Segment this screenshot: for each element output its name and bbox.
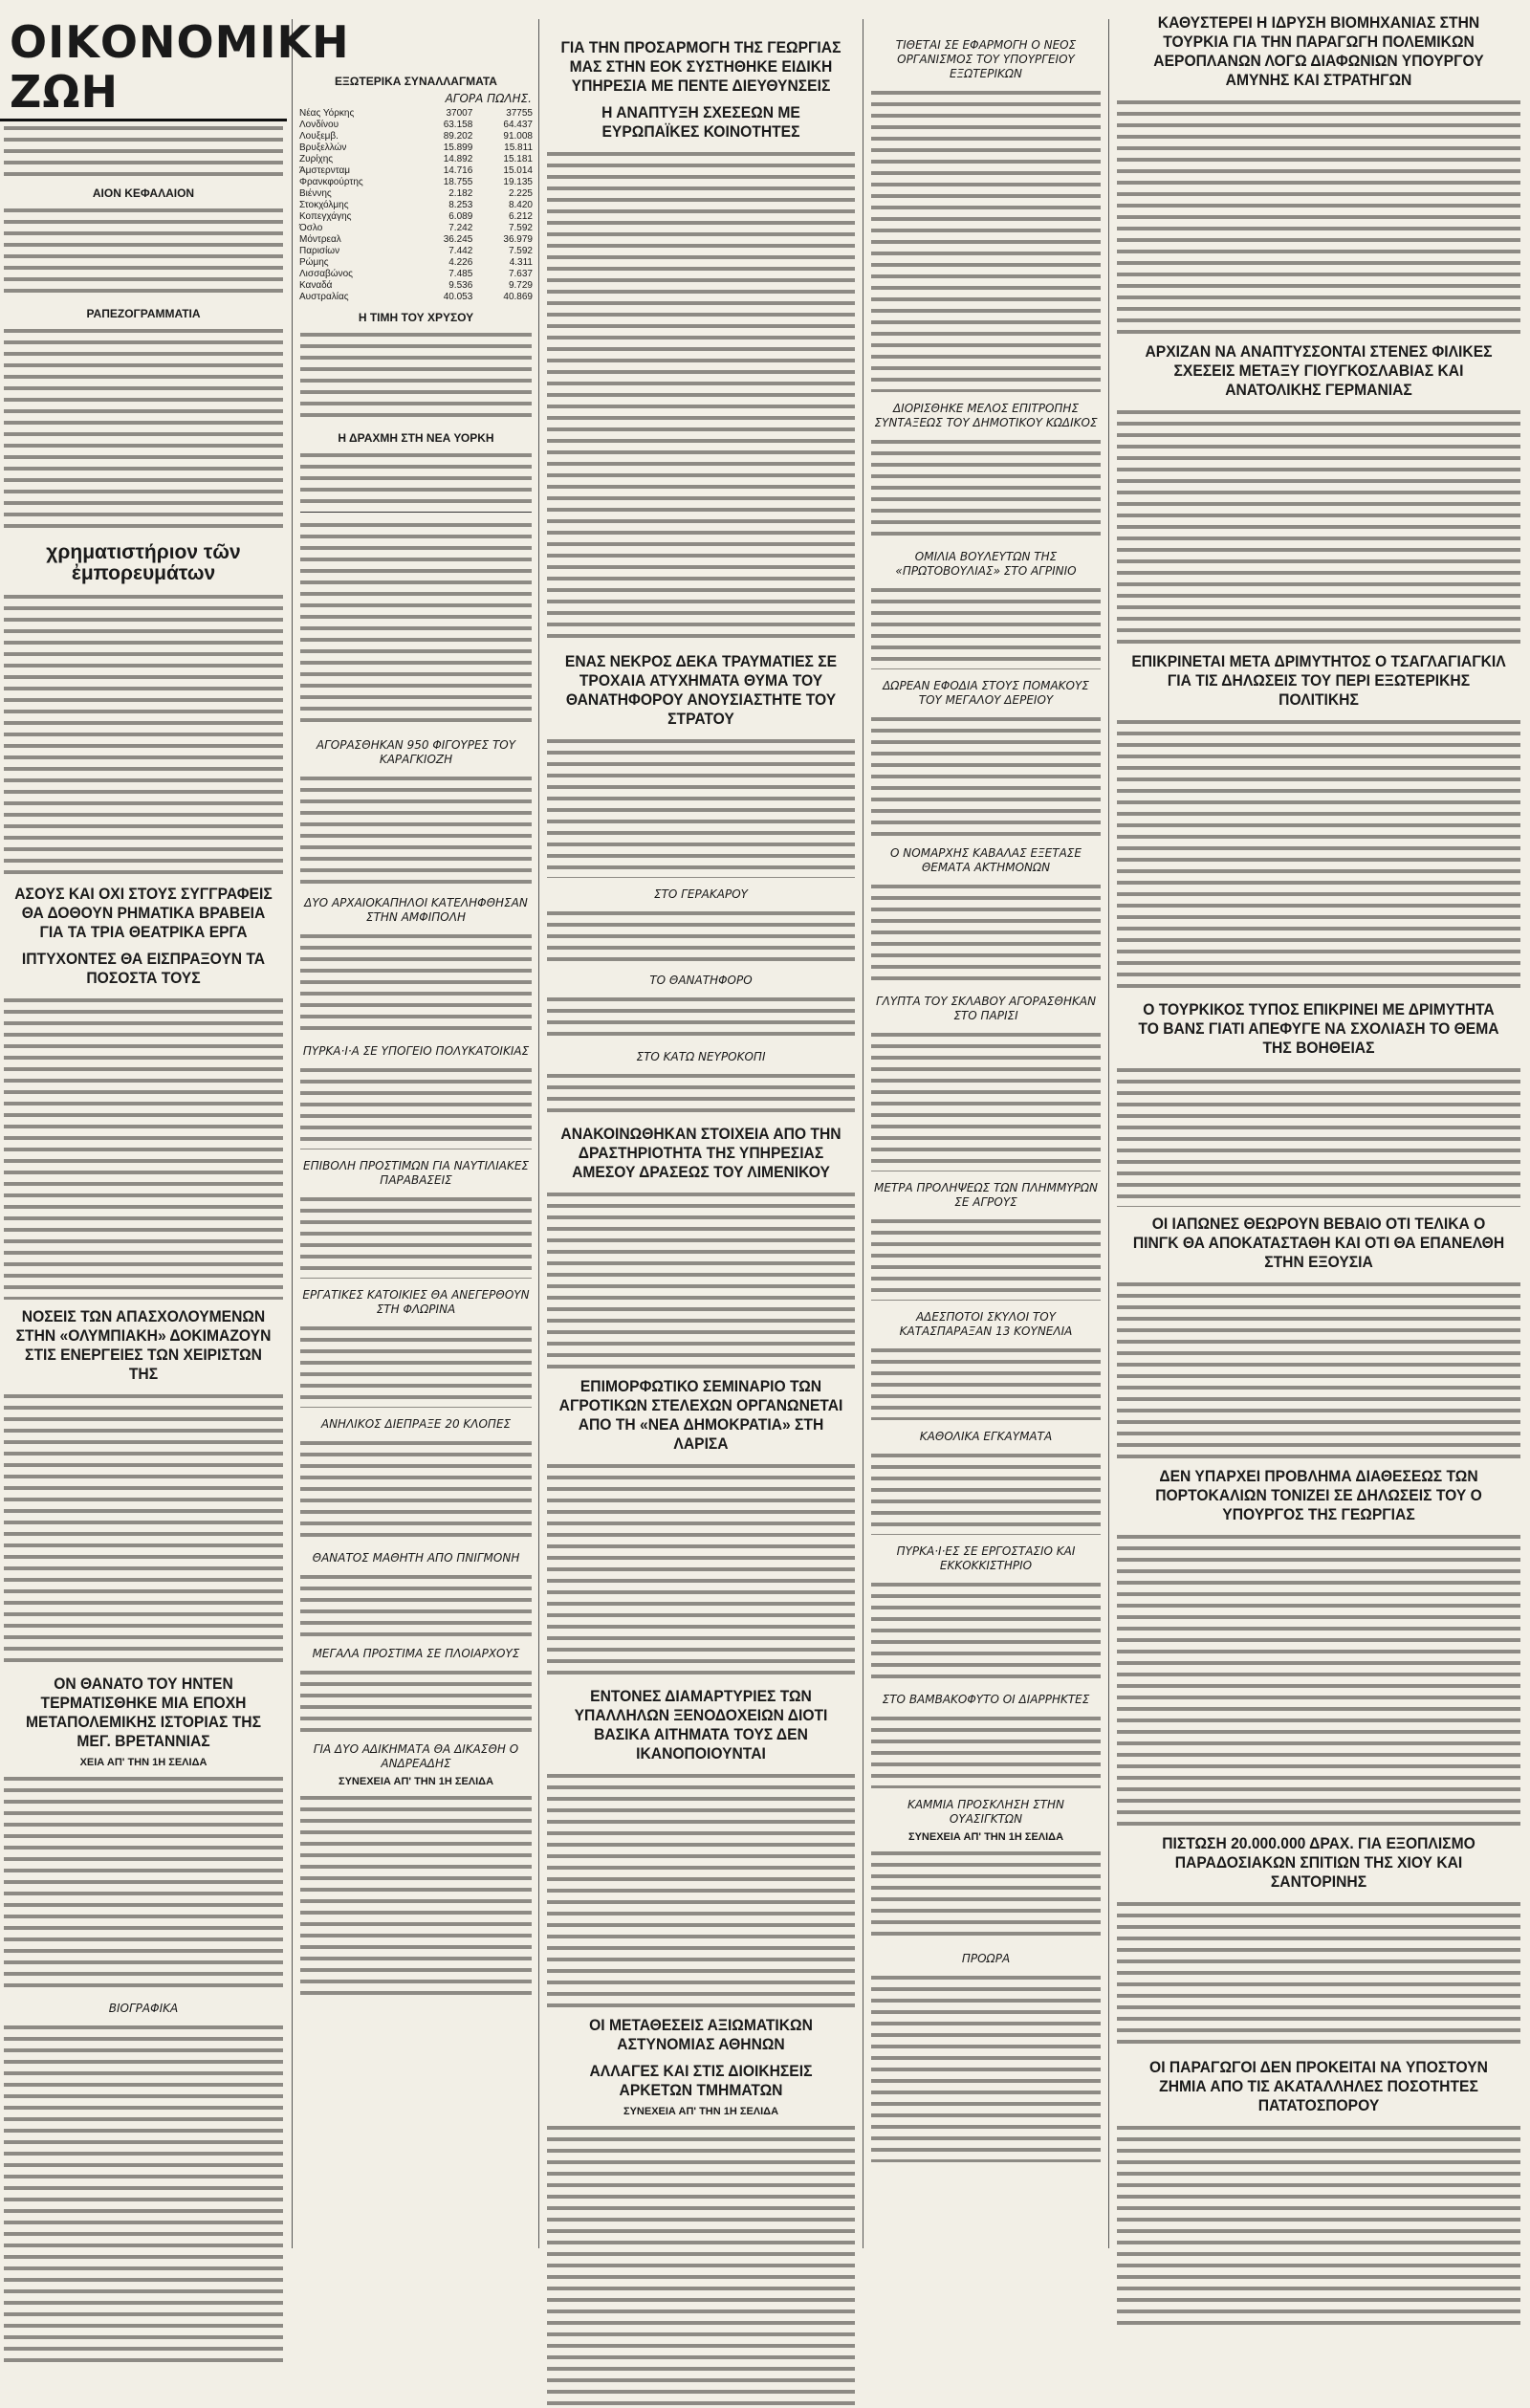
text-block <box>547 734 855 878</box>
text-block <box>1117 2121 1520 2331</box>
article-subheading: ΚΑΜΜΙΑ ΠΡΟΣΚΛΗΣΗ ΣΤΗΝ ΟΥΑΣΙΓΚΤΩΝ <box>907 1798 1065 1826</box>
fx-buy: 9.536 <box>448 280 473 291</box>
article-heading: ΔΕΝ ΥΠΑΡΧΕΙ ΠΡΟΒΛΗΜΑ ΔΙΑΘΕΣΕΩΣ ΤΩΝ ΠΟΡΤΟΚΑΛΙΩΝ ΤΟΝΙΖΕΙ ΣΕ ΔΗΛΩΣΕΙΣ ΤΟΥ Ο ΥΠΟΥΡΓΟΣ ΤΗΣ ΓΕΩΡΓΙΑΣ <box>1155 1467 1482 1523</box>
continued-label: ΣΥΝΕΧΕΙΑ ΑΠ' ΤΗΝ 1Η ΣΕΛΙΔΑ <box>338 1776 494 1787</box>
article-subheading: ΠΥΡΚΑ·Ι·Α ΣΕ ΥΠΟΓΕΙΟ ΠΟΛΥΚΑΤΟΙΚΙΑΣ <box>302 1044 530 1058</box>
article-heading: Η ΑΝΑΠΤΥΞΗ ΣΧΕΣΕΩΝ ΜΕ ΕΥΡΩΠΑΪΚΕΣ ΚΟΙΝΟΤΗΤΕΣ <box>601 103 800 141</box>
text-block <box>300 1436 532 1542</box>
article-heading: ΙΠΤΥΧΟΝΤΕΣ ΘΑ ΕΙΣΠΡΑΞΟΥΝ ΤΑ ΠΟΣΟΣΤΑ ΤΟΥΣ <box>21 950 266 987</box>
fx-name: Βιέννης <box>299 188 332 199</box>
text-block <box>1117 405 1520 645</box>
text-block <box>871 1847 1101 1942</box>
fx-sell: 15.181 <box>503 154 533 164</box>
section-heading: ΡΑΠΕΖΟΓΡΑΜΜΑΤΙΑ <box>86 307 201 320</box>
fx-sell: 4.311 <box>509 257 533 268</box>
fx-sell: 7.592 <box>508 223 533 233</box>
article-heading: ΚΑΘΥΣΤΕΡΕΙ Η ΙΔΡΥΣΗ ΒΙΟΜΗΧΑΝΙΑΣ ΣΤΗΝ ΤΟΥΡΚΙΑ ΓΙΑ ΤΗΝ ΠΑΡΑΓΩΓΗ ΠΟΛΕΜΙΚΩΝ ΑΕΡΟΠΛΑΝΩΝ ΛΟΓΩ ΔΙΑΦΩΝΙΩΝ ΥΠΟΥΡΓΟΥ ΑΜΥΝΗΣ ΚΑΙ ΣΤΡΑΤΗΓΩΝ <box>1153 13 1484 89</box>
text-block <box>300 1063 532 1149</box>
fx-sell: 9.729 <box>508 280 533 291</box>
text-block <box>4 204 283 299</box>
article-heading: ΕΠΙΜΟΡΦΩΤΙΚΟ ΣΕΜΙΝΑΡΙΟ ΤΩΝ ΑΓΡΟΤΙΚΩΝ ΣΤΕΛΕΧΩΝ ΟΡΓΑΝΩΝΕΤΑΙ ΑΠΟ ΤΗ «ΝΕΑ ΔΗΜΟΚΡΑΤΙΑ» ΣΤΗ ΛΑΡΙΣΑ <box>558 1377 843 1453</box>
article-subheading: ΘΑΝΑΤΟΣ ΜΑΘΗΤΗ ΑΠΟ ΠΝΙΓΜΟΝΗ <box>312 1551 520 1565</box>
article-subheading: ΒΙΟΓΡΑΦΙΚΑ <box>108 2002 179 2015</box>
fx-name: Καναδά <box>299 280 333 291</box>
fx-table <box>296 108 536 303</box>
article-subheading: ΜΕΓΑΛΑ ΠΡΟΣΤΙΜΑ ΣΕ ΠΛΟΙΑΡΧΟΥΣ <box>312 1647 520 1660</box>
fx-sell: 7.592 <box>508 246 533 256</box>
fx-row <box>296 200 536 211</box>
text-block <box>547 1069 855 1117</box>
text-block <box>300 449 532 506</box>
fx-row <box>296 234 536 246</box>
text-block <box>871 1971 1101 2162</box>
text-block <box>871 435 1101 540</box>
fx-name: Φρανκφούρτης <box>299 177 363 187</box>
text-block <box>300 1322 532 1408</box>
text-block <box>4 994 283 1300</box>
fx-buy: 40.053 <box>443 292 473 302</box>
fx-row <box>296 188 536 200</box>
gold-price-heading: Η ΤΙΜΗ ΤΟΥ ΧΡΥΣΟΥ <box>358 311 474 324</box>
article-subheading: ΔΩΡΕΑΝ ΕΦΟΔΙΑ ΣΤΟΥΣ ΠΟΜΑΚΟΥΣ ΤΟΥ ΜΕΓΑΛΟΥ ΔΕΡΕΙΟΥ <box>883 679 1089 707</box>
article-subheading: ΓΙΑ ΔΥΟ ΑΔΙΚΗΜΑΤΑ ΘΑ ΔΙΚΑΣΘΗ Ο ΑΝΔΡΕΑΔΗΣ <box>313 1742 519 1770</box>
continued-label: ΣΥΝΕΧΕΙΑ ΑΠ' ΤΗΝ 1Η ΣΕΛΙΔΑ <box>907 1831 1064 1843</box>
fx-name: Λουξεμβ. <box>299 131 339 142</box>
fx-name: Αυστραλίας <box>299 292 349 302</box>
text-block <box>547 147 855 645</box>
article-heading: ΑΡΧΙΖΑΝ ΝΑ ΑΝΑΠΤΥΣΣΟΝΤΑΙ ΣΤΕΝΕΣ ΦΙΛΙΚΕΣ ΣΧΕΣΕΙΣ ΜΕΤΑΞΥ ΓΙΟΥΓΚΟΣΛΑΒΙΑΣ ΚΑΙ ΑΝΑΤΟΛΙΚΗΣ ΓΕΡΜΑΝΙΑΣ <box>1145 342 1493 399</box>
fx-buy: 7.485 <box>448 269 473 279</box>
fx-sell: 36.979 <box>503 234 533 245</box>
fx-buy: 6.089 <box>448 211 473 222</box>
text-block <box>547 907 855 964</box>
article-subheading: ΓΛΥΠΤΑ ΤΟΥ ΣΚΛΑΒΟΥ ΑΓΟΡΑΣΘΗΚΑΝ ΣΤΟ ΠΑΡΙΣΙ <box>875 995 1097 1022</box>
text-block <box>547 1188 855 1369</box>
article-heading: ΕΝΤΟΝΕΣ ΔΙΑΜΑΡΤΥΡΙΕΣ ΤΩΝ ΥΠΑΛΛΗΛΩΝ ΞΕΝΟΔΟΧΕΙΩΝ ΔΙΟΤΙ ΒΑΣΙΚΑ ΑΙΤΗΜΑΤΑ ΤΟΥΣ ΔΕΝ ΙΚΑΝΟΠΟΙΟΥΝΤΑΙ <box>574 1687 828 1762</box>
text-block <box>1117 96 1520 335</box>
article-subheading: ΜΕΤΡΑ ΠΡΟΛΗΨΕΩΣ ΤΩΝ ΠΛΗΜΜΥΡΩΝ ΣΕ ΑΓΡΟΥΣ <box>873 1181 1099 1209</box>
fx-name: Ζυρίχης <box>299 154 334 164</box>
column-3 <box>543 0 859 2258</box>
article-subheading: ΕΡΓΑΤΙΚΕΣ ΚΑΤΟΙΚΙΕΣ ΘΑ ΑΝΕΓΕΡΘΟΥΝ ΣΤΗ ΦΛΩΡΙΝΑ <box>302 1288 530 1316</box>
fx-buy: 8.253 <box>448 200 473 210</box>
fx-name: Άμστερνταμ <box>299 165 351 176</box>
fx-sell: 15.014 <box>503 165 533 176</box>
fx-row <box>296 154 536 165</box>
masthead-title: ΟΙΚΟΝΟΜΙΚΗ ΖΩΗ <box>0 0 287 121</box>
text-block <box>4 2021 283 2365</box>
fx-row <box>296 223 536 234</box>
fx-row <box>296 257 536 269</box>
fx-sell: 6.212 <box>508 211 533 222</box>
fx-row <box>296 292 536 303</box>
article-heading: ΟΝ ΘΑΝΑΤΟ ΤΟΥ ΗΝΤΕΝ ΤΕΡΜΑΤΙΣΘΗΚΕ ΜΙΑ ΕΠΟΧΗ ΜΕΤΑΠΟΛΕΜΙΚΗΣ ΙΣΤΟΡΙΑΣ ΤΗΣ ΜΕΓ. ΒΡΕΤΑΝΝΙΑΣ <box>26 1675 261 1750</box>
fx-row <box>296 177 536 188</box>
column-rule <box>538 19 539 2248</box>
column-rule <box>1108 19 1109 2248</box>
fx-name: Κοπεγχάγης <box>299 211 352 222</box>
text-block <box>871 1449 1101 1535</box>
article-heading: ΟΙ ΜΕΤΑΘΕΣΕΙΣ ΑΞΙΩΜΑΤΙΚΩΝ ΑΣΤΥΝΟΜΙΑΣ ΑΘΗΝΩΝ <box>589 2016 813 2053</box>
text-block <box>300 1193 532 1279</box>
text-block <box>871 1344 1101 1420</box>
article-heading: ΕΠΙΚΡΙΝΕΤΑΙ ΜΕΤΑ ΔΡΙΜΥΤΗΤΟΣ Ο ΤΣΑΓΛΑΓΙΑΓΚΙΛ ΓΙΑ ΤΙΣ ΔΗΛΩΣΕΙΣ ΤΟΥ ΠΕΡΙ ΕΞΩΤΕΡΙΚΗΣ ΠΟΛΙΤΙΚΗΣ <box>1131 652 1506 709</box>
article-subheading: ΤΙΘΕΤΑΙ ΣΕ ΕΦΑΡΜΟΓΗ Ο ΝΕΟΣ ΟΡΓΑΝΙΣΜΟΣ ΤΟΥ ΥΠΟΥΡΓΕΙΟΥ ΕΞΩΤΕΡΙΚΩΝ <box>895 38 1077 80</box>
article-heading: ΟΙ ΠΑΡΑΓΩΓΟΙ ΔΕΝ ΠΡΟΚΕΙΤΑΙ ΝΑ ΥΠΟΣΤΟΥΝ ΖΗΜΙΑ ΑΠΟ ΤΙΣ ΑΚΑΤΑΛΛΗΛΕΣ ΠΟΣΟΤΗΤΕΣ ΠΑΤΑΤΟΣΠΟΡΟΥ <box>1149 2058 1488 2114</box>
text-block <box>547 993 855 1040</box>
text-block <box>4 1772 283 1992</box>
text-block <box>300 1666 532 1733</box>
article-heading: ΑΝΑΚΟΙΝΩΘΗΚΑΝ ΣΤΟΙΧΕΙΑ ΑΠΟ ΤΗΝ ΔΡΑΣΤΗΡΙΟΤΗΤΑ ΤΗΣ ΥΠΗΡΕΣΙΑΣ ΑΜΕΣΟΥ ΔΡΑΣΕΩΣ ΤΟΥ ΛΙΜΕΝΙΚΟΥ <box>560 1125 842 1181</box>
column-5 <box>1113 0 1524 2258</box>
article-subheading: ΟΜΙΛΙΑ ΒΟΥΛΕΥΤΩΝ ΤΗΣ «ΠΡΩΤΟΒΟΥΛΙΑΣ» ΣΤΟ ΑΓΡΙΝΙΟ <box>895 550 1077 578</box>
article-heading: ΕΝΑΣ ΝΕΚΡΟΣ ΔΕΚΑ ΤΡΑΥΜΑΤΙΕΣ ΣΕ ΤΡΟΧΑΙΑ ΑΤΥΧΗΜΑΤΑ ΘΥΜΑ ΤΟΥ ΘΑΝΑΤΗΦΟΡΟΥ ΑΝΟΥΣΙΑΣΤΗΤΕ ΤΟΥ ΣΤΡΑΤΟΥ <box>564 652 838 728</box>
text-block <box>300 1570 532 1637</box>
text-block <box>300 1791 532 2002</box>
text-block <box>871 583 1101 669</box>
fx-name: Παρισίων <box>299 246 340 256</box>
fx-buy: 14.716 <box>443 165 473 176</box>
text-block <box>4 1390 283 1667</box>
text-block <box>871 1028 1101 1171</box>
fx-name: Ρώμης <box>299 257 329 268</box>
text-block <box>1117 1897 1520 2050</box>
fx-sell: 2.225 <box>508 188 533 199</box>
column-4 <box>867 0 1104 2258</box>
fx-row <box>296 165 536 177</box>
fx-name: Λονδίνου <box>299 120 339 130</box>
fx-row <box>296 108 536 120</box>
text-block <box>4 324 283 535</box>
fx-row <box>296 131 536 142</box>
fx-sell: 40.869 <box>503 292 533 302</box>
article-subheading: Ο ΝΟΜΑΡΧΗΣ ΚΑΒΑΛΑΣ ΕΞΕΤΑΣΕ ΘΕΜΑΤΑ ΑΚΤΗΜΟΝΩΝ <box>890 846 1082 874</box>
fx-row <box>296 246 536 257</box>
fx-row <box>296 142 536 154</box>
fx-buy: 2.182 <box>448 188 473 199</box>
text-block <box>4 590 283 877</box>
article-subheading: ΠΡΟΩΡΑ <box>961 1952 1011 1965</box>
text-block <box>300 930 532 1035</box>
text-block <box>547 1459 855 1679</box>
fx-buy: 15.899 <box>443 142 473 153</box>
article-subheading: ΣΤΟ ΒΑΜΒΑΚΟΦΥΤΟ ΟΙ ΔΙΑΡΡΗΚΤΕΣ <box>882 1693 1090 1706</box>
fx-table-title: ΕΞΩΤΕΡΙΚΑ ΣΥΝΑΛΛΑΓΜΑΤΑ <box>335 75 497 88</box>
text-block <box>1117 1530 1520 1827</box>
text-block <box>300 772 532 887</box>
text-block <box>1117 1278 1520 1459</box>
text-block <box>1117 715 1520 993</box>
section-heading: ΑΙΟΝ ΚΕΦΑΛΑΙΟΝ <box>92 186 195 200</box>
text-block <box>4 121 283 179</box>
article-subheading: ΑΓΟΡΑΣΘΗΚΑΝ 950 ΦΙΓΟΥΡΕΣ ΤΟΥ ΚΑΡΑΓΚΙΟΖΗ <box>316 738 516 766</box>
text-block <box>300 328 532 424</box>
article-subheading: ΑΝΗΛΙΚΟΣ ΔΙΕΠΡΑΞΕ 20 ΚΛΟΠΕΣ <box>320 1417 512 1431</box>
text-block <box>871 1215 1101 1301</box>
fx-sell: 64.437 <box>503 120 533 130</box>
article-heading: Ο ΤΟΥΡΚΙΚΟΣ ΤΥΠΟΣ ΕΠΙΚΡΙΝΕΙ ΜΕ ΔΡΙΜΥΤΗΤΑ ΤΟ ΒΑΝΣ ΓΙΑΤΙ ΑΠΕΦΥΓΕ ΝΑ ΣΧΟΛΙΑΣΗ ΤΟ ΘΕΜΑ ΤΗΣ ΒΟΗΘΕΙΑΣ <box>1138 1000 1499 1057</box>
article-subheading: ΔΥΟ ΑΡΧΑΙΟΚΑΠΗΛΟΙ ΚΑΤΕΛΗΦΘΗΣΑΝ ΣΤΗΝ ΑΜΦΙΠΟΛΗ <box>304 896 528 924</box>
article-heading: ΠΙΣΤΩΣΗ 20.000.000 ΔΡΑΧ. ΓΙΑ ΕΞΟΠΛΙΣΜΟ ΠΑΡΑΔΟΣΙΑΚΩΝ ΣΠΙΤΙΩΝ ΤΗΣ ΧΙΟΥ ΚΑΙ ΣΑΝΤΟΡΙΝΗΣ <box>1162 1834 1475 1891</box>
text-block <box>871 712 1101 837</box>
continued-label: ΣΥΝΕΧΕΙΑ ΑΠ' ΤΗΝ 1Η ΣΕΛΙΔΑ <box>623 2106 779 2117</box>
fx-sell: 8.420 <box>508 200 533 210</box>
fx-table-subtitle: ΑΓΟΡΑ ΠΩΛΗΣ. <box>445 92 532 105</box>
text-block <box>547 1769 855 2008</box>
fx-buy: 7.442 <box>448 246 473 256</box>
article-subheading: ΣΤΟ ΓΕΡΑΚΑΡΟΥ <box>654 887 748 901</box>
column-rule <box>292 19 293 2248</box>
continued-label: ΧΕΙΑ ΑΠ' ΤΗΝ 1Η ΣΕΛΙΔΑ <box>79 1757 208 1768</box>
fx-buy: 37007 <box>446 108 473 119</box>
text-block <box>871 1578 1101 1683</box>
article-subheading: ΣΤΟ ΚΑΤΩ ΝΕΥΡΟΚΟΠΙ <box>636 1050 766 1063</box>
column-2 <box>296 0 536 2258</box>
article-subheading: ΔΙΟΡΙΣΘΗΚΕ ΜΕΛΟΣ ΕΠΙΤΡΟΠΗΣ ΣΥΝΤΑΞΕΩΣ ΤΟΥ ΔΗΜΟΤΙΚΟΥ ΚΩΔΙΚΟΣ <box>874 402 1098 429</box>
text-block <box>871 1712 1101 1788</box>
article-heading: ΝΟΣΕΙΣ ΤΩΝ ΑΠΑΣΧΟΛΟΥΜΕΝΩΝ ΣΤΗΝ «ΟΛΥΜΠΙΑΚΗ» ΔΟΚΙΜΑΖΟΥΝ ΣΤΙΣ ΕΝΕΡΓΕΙΕΣ ΤΩΝ ΧΕΙΡΙΣΤΩΝ ΤΗΣ <box>15 1307 272 1383</box>
fx-row <box>296 211 536 223</box>
fx-sell: 37755 <box>506 108 533 119</box>
fx-name: Όσλο <box>299 223 323 233</box>
text-block <box>1117 1063 1520 1207</box>
article-subheading: ΑΔΕΣΠΟΤΟΙ ΣΚΥΛΟΙ ΤΟΥ ΚΑΤΑΣΠΑΡΑΞΑΝ 13 ΚΟΥΝΕΛΙΑ <box>899 1310 1073 1338</box>
fx-name: Μόντρεαλ <box>299 234 341 245</box>
fx-buy: 7.242 <box>448 223 473 233</box>
fx-buy: 36.245 <box>443 234 473 245</box>
fx-row <box>296 269 536 280</box>
article-subheading: ΤΟ ΘΑΝΑΤΗΦΟΡΟ <box>649 974 753 987</box>
article-heading: ΓΙΑ ΤΗΝ ΠΡΟΣΑΡΜΟΓΗ ΤΗΣ ΓΕΩΡΓΙΑΣ ΜΑΣ ΣΤΗΝ ΕΟΚ ΣΥΣΤΗΘΗΚΕ ΕΙΔΙΚΗ ΥΠΗΡΕΣΙΑ ΜΕ ΠΕΝΤΕ ΔΙΕΥΘΥΝΣΕΙΣ <box>560 38 842 95</box>
fx-sell: 91.008 <box>503 131 533 142</box>
fx-buy: 89.202 <box>443 131 473 142</box>
article-heading: ΑΣΟΥΣ ΚΑΙ ΟΧΙ ΣΤΟΥΣ ΣΥΓΓΡΑΦΕΙΣ ΘΑ ΔΟΘΟΥΝ ΡΗΜΑΤΙΚΑ ΒΡΑΒΕΙΑ ΓΙΑ ΤΑ ΤΡΙΑ ΘΕΑΤΡΙΚΑ ΕΡΓΑ <box>14 885 273 941</box>
fx-buy: 4.226 <box>448 257 473 268</box>
text-block <box>547 2121 855 2408</box>
fx-sell: 19.135 <box>503 177 533 187</box>
commodity-exchange-heading: χρηματιστήριον τῶν ἐμπορευμάτων <box>46 541 241 584</box>
fx-buy: 14.892 <box>443 154 473 164</box>
text-block <box>300 518 532 729</box>
drachma-heading: Η ΔΡΑΧΜΗ ΣΤΗ ΝΕΑ ΥΟΡΚΗ <box>338 431 494 445</box>
fx-sell: 7.637 <box>508 269 533 279</box>
fx-buy: 63.158 <box>443 120 473 130</box>
fx-name: Λισσαβώνος <box>299 269 353 279</box>
article-subheading: ΕΠΙΒΟΛΗ ΠΡΟΣΤΙΜΩΝ ΓΙΑ ΝΑΥΤΙΛΙΑΚΕΣ ΠΑΡΑΒΑΣΕΙΣ <box>303 1159 529 1187</box>
fx-name: Βρυξελλών <box>299 142 347 153</box>
article-heading: ΑΛΛΑΓΕΣ ΚΑΙ ΣΤΙΣ ΔΙΟΙΚΗΣΕΙΣ ΑΡΚΕΤΩΝ ΤΜΗΜΑΤΩΝ <box>589 2062 813 2099</box>
article-subheading: ΠΥΡΚΑ·Ι·ΕΣ ΣΕ ΕΡΓΟΣΤΑΣΙΟ ΚΑΙ ΕΚΚΟΚΚΙΣΤΗΡΙΟ <box>896 1544 1076 1572</box>
fx-row <box>296 280 536 292</box>
fx-name: Νέας Υόρκης <box>299 108 355 119</box>
text-block <box>871 880 1101 985</box>
fx-buy: 18.755 <box>443 177 473 187</box>
fx-sell: 15.811 <box>504 142 533 153</box>
fx-row <box>296 120 536 131</box>
fx-name: Στοκχόλμης <box>299 200 349 210</box>
text-block <box>871 86 1101 392</box>
article-heading: ΟΙ ΙΑΠΩΝΕΣ ΘΕΩΡΟΥΝ ΒΕΒΑΙΟ ΟΤΙ ΤΕΛΙΚΑ Ο ΠΙΝΓΚ ΘΑ ΑΠΟΚΑΤΑΣΤΑΘΗ ΚΑΙ ΟΤΙ ΘΑ ΕΠΑΝΕΛΘΗ ΣΤΗΝ ΕΞΟΥΣΙΑ <box>1132 1215 1505 1271</box>
article-subheading: ΚΑΘΟΛΙΚΑ ΕΓΚΑΥΜΑΤΑ <box>919 1430 1053 1443</box>
